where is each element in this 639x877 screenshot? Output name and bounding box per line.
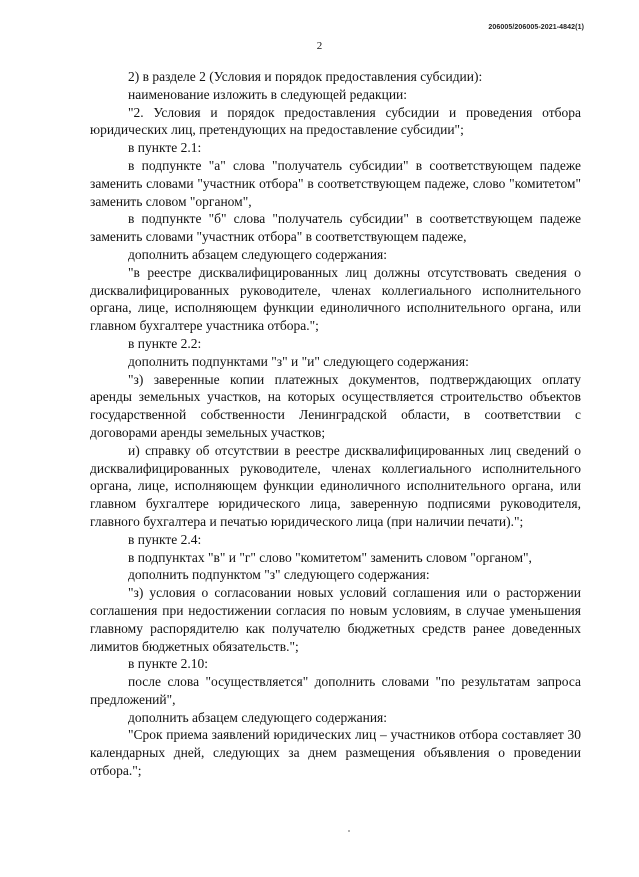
paragraph: в пункте 2.2: bbox=[128, 335, 202, 351]
paragraph: дополнить подпунктами "з" и "и" следующего содержания: bbox=[128, 353, 469, 369]
paragraph: после слова "осуществляется" дополнить словами "по результатам запроса предложений", bbox=[90, 674, 581, 707]
paragraph: "з) условия о согласовании новых условий соглашения или о расторжении соглашения при недостижении согласия по новым условиям, в случае уменьшения главному распорядителю как получателю бюджетных средств ранее доведенных лимитов бюджетных обязательств."; bbox=[90, 585, 581, 654]
paragraph: наименование изложить в следующей редакции: bbox=[128, 86, 408, 102]
paragraph: дополнить абзацем следующего содержания: bbox=[128, 246, 388, 262]
paragraph: "з) заверенные копии платежных документов, подтверждающих оплату аренды земельных участков, на которых осуществляется строительство объектов государственной собственности Ленинградской области, в соответствии с договорами аренды земельных участков; bbox=[90, 371, 581, 440]
paragraph: "в реестре дисквалифицированных лиц должны отсутствовать сведения о дисквалифицированных руководителе, членах коллегиального исполнительного органа, лице, исполняющем функции единоличного исполнительного органа, или главном бухгалтере участника отбора."; bbox=[90, 264, 581, 334]
paragraph: и) справку об отсутствии в реестре дисквалифицированных лиц сведений о дисквалифицированных руководителе, членах коллегиального исполнительного органа, лице, исполняющем функции единоличного исполнительного органа, или главном бухгалтере юридического лица, заверенную подписями руководителя, главного бухгалтера и печатью юридического лица (при наличии печати)."; bbox=[90, 442, 581, 529]
paragraph: в подпункте "б" слова "получатель субсидии" в соответствующем падеже заменить словами "участник отбора" в соответствующем падеже, bbox=[90, 211, 581, 245]
paragraph: дополнить абзацем следующего содержания: bbox=[128, 709, 388, 725]
paragraph: в подпунктах "в" и "г" слово "комитетом" заменить словом "органом", bbox=[128, 549, 532, 565]
paragraph: в пункте 2.4: bbox=[128, 531, 202, 547]
document-body bbox=[90, 68, 581, 780]
scan-speck bbox=[348, 830, 350, 832]
paragraph: "2. Условия и порядок предоставления субсидии и проведения отбора юридических лиц, претендующих на предоставление субсидии"; bbox=[90, 104, 581, 138]
paragraph: дополнить подпунктом "з" следующего содержания: bbox=[128, 567, 430, 583]
paragraph: в пункте 2.10: bbox=[128, 656, 208, 672]
paragraph: 2) в разделе 2 (Условия и порядок предоставления субсидии): bbox=[128, 69, 483, 84]
page-number: 2 bbox=[316, 40, 323, 52]
paragraph: "Срок приема заявлений юридических лиц – участников отбора составляет 30 календарных дней, следующих за днем размещения объявления о проведении отбора."; bbox=[90, 727, 581, 779]
document-id: 206005/206005-2021-4842(1) bbox=[488, 24, 584, 31]
paragraph: в пункте 2.1: bbox=[128, 140, 202, 156]
paragraph: в подпункте "а" слова "получатель субсидии" в соответствующем падеже заменить словами "участник отбора" в соответствующем падеже, слово "комитетом" заменить словом "органом", bbox=[90, 157, 581, 209]
